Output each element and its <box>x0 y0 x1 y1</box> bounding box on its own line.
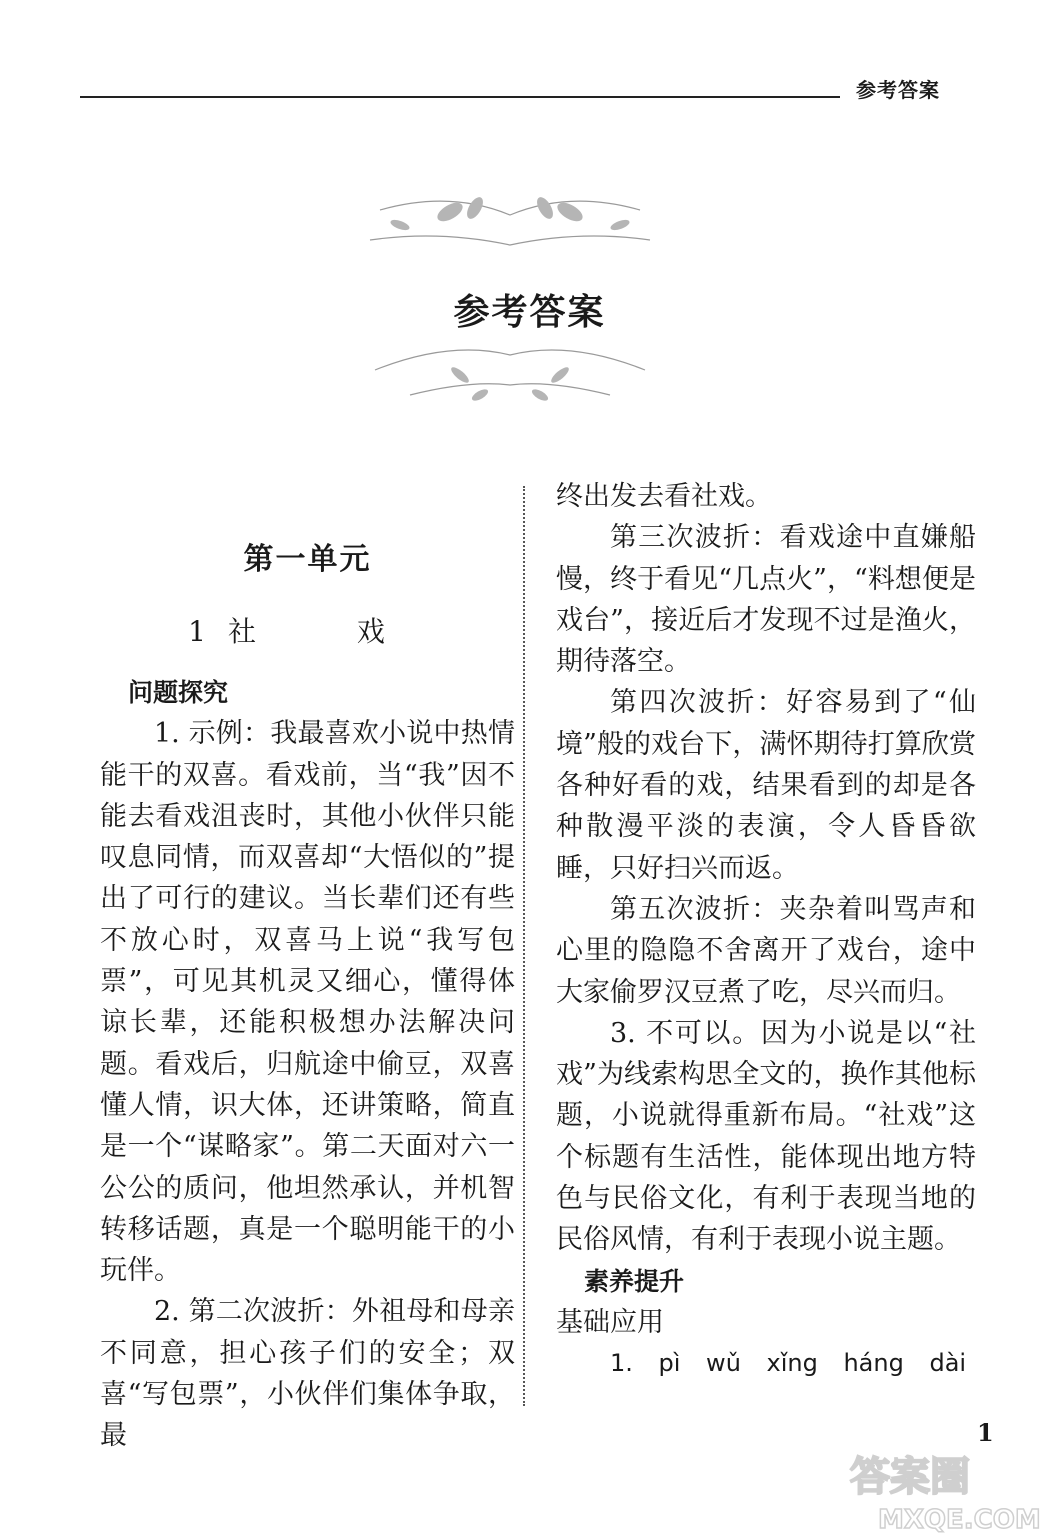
svg-text:答案圈: 答案圈 <box>850 1454 970 1500</box>
lesson-name: 社 戏 <box>227 615 427 648</box>
section-heading-literacy: 素养提升 <box>584 1266 685 1296</box>
watermark-logo <box>838 1440 1058 1536</box>
twist-3: 第三次波折：看戏途中直嫌船慢，终于看见“几点火”，“料想便是戏台”，接近后才发现不过是渔火，期待落空。 <box>556 522 976 678</box>
page-number: 1 <box>977 1418 994 1447</box>
answer-3: 3. 不可以。因为小说是以“社戏”为线索构思全文的，换作其他标题，小说就得重新布局。“社戏”这个标题有生活性，能体现出地方特色与民俗文化，有利于表现当地的民俗风情，有利于表现小说主题。 <box>556 1017 976 1256</box>
svg-text:MXQE.COM: MXQE.COM <box>878 1505 1041 1535</box>
section-heading-inquiry: 问题探究 <box>128 678 229 707</box>
lesson-title <box>100 610 515 650</box>
unit-title: 第一单元 <box>243 542 372 577</box>
subsection-basic-application: 基础应用 <box>556 1306 664 1338</box>
header-rule <box>80 96 840 98</box>
pinyin-answer-line: 1. pì wǔ xǐng háng dài <box>610 1349 967 1378</box>
answer-2: 2. 第二次波折：外祖母和母亲不同意，担心孩子们的安全；双喜“写包票”，小伙伴们集体争取，最 <box>100 1296 515 1452</box>
ornament-title: 参考答案 <box>453 291 606 333</box>
lesson-number: 1 <box>188 615 206 648</box>
right-column <box>556 476 976 1385</box>
running-header: 参考答案 <box>856 78 940 102</box>
answer-1: 1. 示例：我最喜欢小说中热情能干的双喜。看戏前，当“我”因不能去看戏沮丧时，其他小伙伴只能叹息同情，而双喜却“大悟似的”提出了可行的建议。当长辈们还有些不放心时，双喜马上说“我写包票”，可见其机灵又细心，懂得体谅长辈，还能积极想办法解决问题。看戏后，归航途中偷豆，双喜懂人情，识大体，还讲策略，简直是一个“谋略家”。第二天面对六一公公的质问，他坦然承认，并机智转移话题，真是一个聪明能干的小玩伴。 <box>100 718 515 1287</box>
twist-5: 第五次波折：夹杂着叫骂声和心里的隐隐不舍离开了戏台，途中大家偷罗汉豆煮了吃，尽兴而归。 <box>556 893 976 1008</box>
column-divider <box>523 486 525 1406</box>
answer-2-continued: 终出发去看社戏。 <box>556 481 772 512</box>
twist-4: 第四次波折：好容易到了“仙境”般的戏台下，满怀期待打算欣赏各种好看的戏，结果看到的却是各种散漫平淡的表演，令人昏昏欲睡，只好扫兴而返。 <box>556 687 976 884</box>
left-column <box>100 672 515 1457</box>
